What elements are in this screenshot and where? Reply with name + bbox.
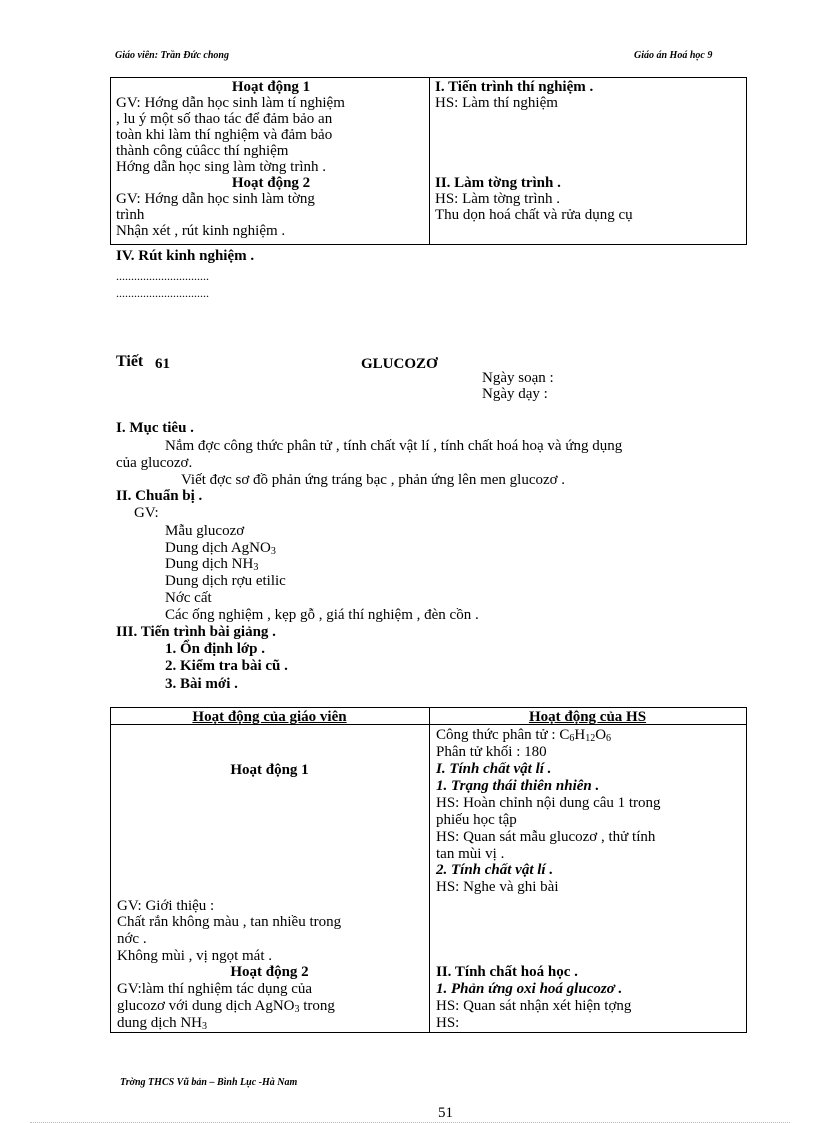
- material-text: Dung dịch NH: [165, 556, 254, 572]
- table2-head-teacher: Hoạt động của giáo viên: [192, 709, 347, 725]
- material-item: Các ống nghiệm , kẹp gỗ , giá thí nghiệm , đèn cồn .: [165, 607, 479, 623]
- dotted-line: ...............................: [116, 269, 209, 283]
- act2-text: dung dịch NH: [117, 1015, 202, 1031]
- header-teacher: Giáo viên: Trần Đức chong: [115, 50, 229, 61]
- hs-line: HS: Hoàn chỉnh nội dung câu 1 trong: [436, 795, 661, 811]
- section-chemical: II. Tính chất hoá học .: [436, 964, 578, 980]
- objective-line: Nắm đợc công thức phân tử , tính chất vật lí , tính chất hoá hoạ và ứng dụng: [165, 438, 623, 454]
- table1-act1-title: Hoạt động 1: [231, 79, 311, 95]
- lesson-step: 2. Kiểm tra bài cũ .: [165, 658, 288, 674]
- material-item: Mẫu glucozơ: [165, 523, 245, 539]
- tiet-label: Tiết: [116, 353, 144, 370]
- gv-label: GV:: [134, 505, 159, 521]
- tiet-number: 61: [155, 356, 170, 372]
- objective-line: của glucozơ.: [116, 455, 193, 471]
- subsection-oxidation: 1. Phản ứng oxi hoá glucozơ .: [436, 981, 623, 997]
- table1-line: toàn khi làm thí nghiệm và đảm bảo: [116, 127, 333, 143]
- table1-line: GV: Hớng dẫn học sinh làm tí nghiệm: [116, 95, 345, 111]
- table1-act2-title: Hoạt động 2: [231, 175, 311, 191]
- hs-line: HS: Quan sát mẫu glucozơ , thử tính: [436, 829, 656, 845]
- material-item: Dung dịch rợu etilic: [165, 573, 286, 589]
- hs-line: HS: Quan sát nhận xét hiện tợng: [436, 998, 632, 1014]
- formula-element: H: [574, 727, 586, 743]
- subscript: 6: [569, 733, 575, 744]
- table2-gv-intro: GV: Giới thiệu :: [117, 898, 215, 914]
- table2-gv-line: nớc .: [117, 931, 147, 947]
- material-text: Dung dịch AgNO: [165, 540, 271, 556]
- table2-act2-line: [117, 998, 335, 1014]
- table1-sec1-line: HS: Làm thí nghiệm: [435, 95, 558, 111]
- dotted-line: ...............................: [116, 286, 209, 300]
- subscript: 3: [253, 562, 259, 573]
- table1-line: , lu ý một số thao tác để đảm bảo an: [116, 111, 333, 127]
- subscript: 3: [294, 1004, 300, 1015]
- table1-line: thành công củâcc thí nghiệm: [116, 143, 289, 159]
- hs-line: phiếu học tập: [436, 812, 517, 828]
- act2-text: glucozơ với dung dịch AgNO: [117, 998, 295, 1014]
- hs-line: HS:: [436, 1015, 460, 1031]
- material-item: Nớc cất: [165, 590, 212, 606]
- lesson-step: 1. Ổn định lớp .: [165, 641, 266, 657]
- hs-line: HS: Nghe và ghi bài: [436, 879, 559, 895]
- subscript: 3: [202, 1021, 207, 1032]
- ngay-day: Ngày dạy :: [482, 386, 548, 402]
- table1-sec1-title: I. Tiến trình thí nghiệm .: [435, 79, 594, 95]
- subsection-physical: 2. Tính chất vật lí .: [436, 862, 554, 878]
- act2-text: trong: [299, 998, 335, 1014]
- table1-sec2-line: HS: Làm tờng trình .: [435, 191, 561, 207]
- material-item: [165, 556, 258, 572]
- subscript: 6: [606, 733, 612, 744]
- section-iv-title: IV. Rút kinh nghiệm .: [116, 248, 255, 264]
- table2-gv-line: Không mùi , vị ngọt mát .: [117, 948, 272, 964]
- objective-line: Viết đợc sơ đồ phản ứng tráng bạc , phản ứng lên men glucozơ .: [181, 472, 566, 488]
- table2-act2-title: Hoạt động 2: [230, 964, 309, 980]
- subscript: 12: [585, 733, 596, 744]
- material-item: [165, 540, 276, 556]
- table1-line: trình: [116, 207, 145, 223]
- footer-school: Trờng THCS Vũ bản – Bình Lục -Hà Nam: [120, 1077, 298, 1088]
- table2-act2-line: GV:làm thí nghiệm tác dụng của: [117, 981, 313, 997]
- lesson-step: 3. Bài mới .: [165, 676, 238, 692]
- table2-gv-line: Chất rắn không màu , tan nhiều trong: [117, 914, 342, 930]
- ngay-soan: Ngày soạn :: [482, 370, 554, 386]
- table1-sec2-line: Thu dọn hoá chất và rửa dụng cụ: [435, 207, 633, 223]
- table2-act1-title: Hoạt động 1: [230, 762, 309, 778]
- table1-line: GV: Hớng dẫn học sinh làm tờng: [116, 191, 315, 207]
- subsection-state: 1. Trạng thái thiên nhiên .: [436, 778, 600, 794]
- header-subject: Giáo án Hoá học 9: [634, 50, 713, 61]
- page-number: 51: [438, 1105, 453, 1121]
- formula-element: O: [595, 727, 607, 743]
- section-i-title: I. Mục tiêu .: [116, 420, 194, 436]
- formula-label: Công thức phân tử : C: [436, 727, 570, 743]
- table1-line: Hớng dẫn học sing làm tờng trình .: [116, 159, 327, 175]
- table2-head-student: Hoạt động của HS: [528, 709, 647, 725]
- hs-line: tan mùi vị .: [436, 846, 505, 862]
- section-physical: I. Tính chất vật lí .: [436, 761, 552, 777]
- table1-sec2-title: II. Làm tờng trình .: [435, 175, 561, 191]
- table2-act2-line: [117, 1015, 207, 1031]
- section-iii-title: III. Tiến trình bài giảng .: [116, 624, 276, 640]
- subscript: 3: [270, 546, 276, 557]
- lesson-title: GLUCOZƠ: [361, 356, 438, 372]
- table1-line: Nhận xét , rút kinh nghiệm .: [116, 223, 286, 239]
- formula-line: [436, 727, 611, 743]
- section-ii-title: II. Chuẩn bị .: [116, 488, 203, 504]
- molar-mass: Phân tử khối : 180: [436, 744, 547, 760]
